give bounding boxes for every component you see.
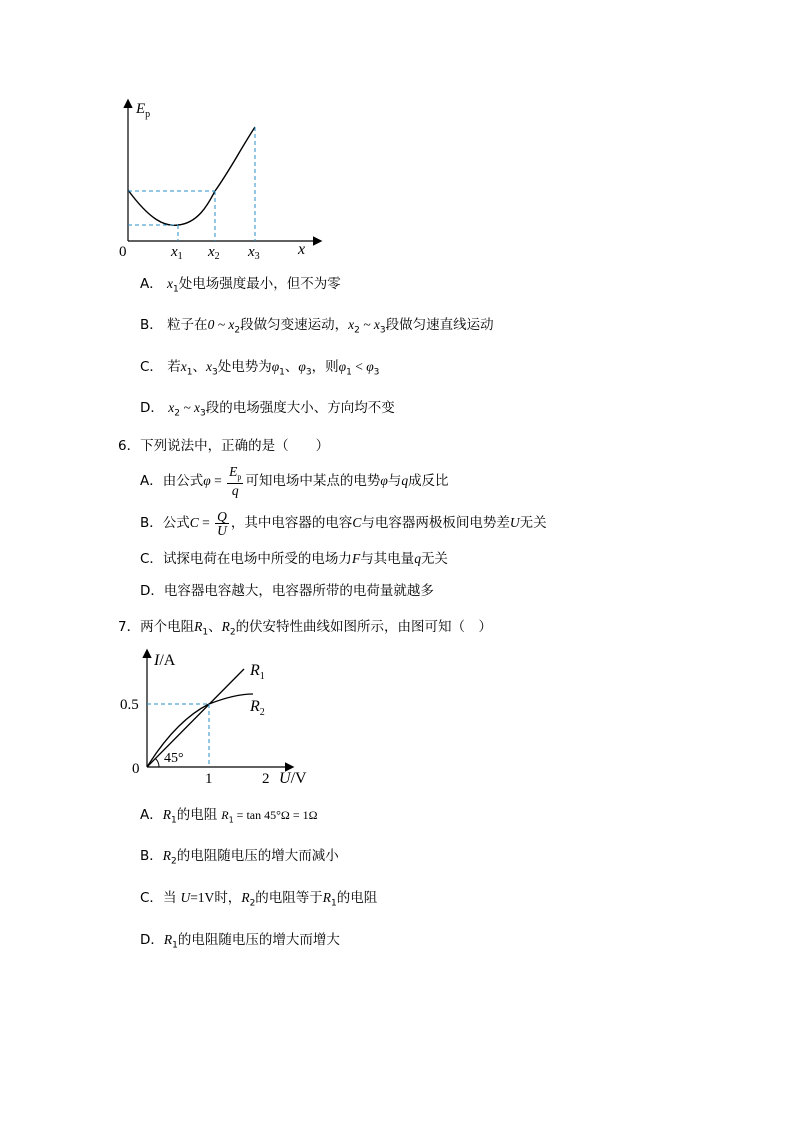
var-phi: φ (338, 359, 347, 374)
option-text: 由公式 (162, 473, 204, 489)
option-letter: B． (140, 848, 163, 864)
q5-option-b[interactable] (140, 316, 494, 340)
var-q: q (401, 473, 409, 488)
r2-label: $R_2$ (250, 698, 265, 718)
sub: 3 (211, 367, 218, 378)
var-phi: φ (380, 473, 388, 488)
tick-x2: $x_2$ (208, 244, 220, 260)
var-x: ~ x (179, 400, 200, 415)
var-x: ~ x (359, 317, 380, 332)
option-letter: A． (140, 473, 163, 489)
sub: 2 (171, 856, 177, 867)
x-axis-label: U/V (279, 770, 307, 787)
q6-option-b[interactable] (140, 505, 547, 541)
q7-option-d[interactable] (140, 931, 340, 955)
sub: p (237, 472, 242, 482)
option-text: 段做匀变速运动， (240, 317, 349, 333)
sub: 1 (202, 627, 209, 638)
option-text: 时， (214, 890, 242, 906)
y-axis-label: $E_p$ (136, 101, 151, 120)
option-text: 成反比 (408, 473, 449, 489)
option-text: 与电容器两极板间电势差 (361, 515, 510, 531)
option-text: 、 (284, 359, 299, 375)
less-than: < (351, 359, 367, 374)
angle-arc (156, 759, 160, 768)
var-phi: φ (366, 359, 374, 374)
sub: 3 (373, 367, 380, 378)
stem-text: 的伏安特性曲线如图所示，由图可知（ ） (235, 619, 493, 635)
origin-label: 0 (119, 244, 127, 260)
option-text: 处电场强度最小，但不为零 (178, 276, 341, 292)
sub: 3 (199, 408, 206, 419)
option-text: 无关 (420, 551, 448, 567)
r1-line (147, 669, 244, 767)
q7-option-b[interactable] (140, 847, 339, 871)
option-text: 的电阻随电压的增大而增大 (177, 932, 340, 948)
option-letter: D． (140, 400, 164, 416)
var-f: F (351, 551, 361, 566)
equals: = (198, 515, 214, 530)
graph-i-u (112, 645, 327, 790)
option-letter: B． (140, 317, 163, 333)
option-text: ，其中电容器的电容 (230, 515, 353, 531)
var-phi: φ (298, 359, 306, 374)
option-text: 的电阻随电压的增大而减小 (176, 848, 339, 864)
var-phi: φ (203, 473, 211, 488)
sub: 1 (331, 898, 337, 909)
x-axis-label: x (298, 241, 306, 258)
q5-option-c[interactable] (140, 358, 379, 382)
x-tick-2: 2 (262, 771, 270, 787)
option-text: 段的电场强度大小、方向均不变 (205, 400, 395, 416)
sub: 1 (171, 815, 177, 826)
tick-x3: $x_3$ (248, 244, 260, 260)
var-range: 0 ~ x (207, 317, 235, 332)
var-r: R (162, 807, 171, 822)
y-tick-05: 0.5 (120, 697, 139, 713)
q7-stem (118, 618, 492, 642)
q6-option-c[interactable] (140, 550, 448, 568)
var-x: x (167, 276, 174, 291)
tick-x1: $x_1$ (171, 244, 183, 260)
fraction-ep-q (227, 465, 243, 498)
var-r: R (221, 808, 229, 822)
formula: = tan 45°Ω = 1Ω (233, 808, 318, 822)
q6-option-a[interactable] (140, 463, 449, 499)
stem-text: 7．两个电阻 (118, 619, 195, 635)
option-text: 当 (162, 890, 177, 906)
option-letter: C． (140, 551, 163, 567)
option-text: 若 (167, 359, 181, 375)
option-text: 与其电量 (360, 551, 415, 567)
origin-label: 0 (132, 761, 140, 777)
option-text: 处电势为 (217, 359, 272, 375)
r2-curve (147, 694, 253, 767)
var-x: x (348, 317, 355, 332)
var-r: R (241, 890, 250, 905)
sub: 1 (173, 284, 179, 295)
equals: = (210, 473, 226, 488)
option-letter: D． (140, 583, 164, 599)
sub: 3 (305, 367, 312, 378)
option-text: 电容器电容越大，电容器所带的电荷量就越多 (163, 583, 434, 599)
option-text: 的电阻等于 (255, 890, 323, 906)
sub: 1 (172, 940, 178, 951)
sub: 2 (249, 898, 256, 909)
sub: 3 (379, 325, 386, 336)
option-letter: C． (140, 359, 163, 375)
sub: 1 (279, 367, 285, 378)
var-c: C (352, 515, 362, 530)
option-letter: A． (140, 276, 163, 292)
var-r: R (221, 619, 230, 634)
option-letter: B． (140, 515, 163, 531)
option-text: 公式 (162, 515, 190, 531)
q6-option-d[interactable] (140, 582, 434, 600)
option-text: 的电阻 (336, 890, 378, 906)
var-phi: φ (271, 359, 280, 374)
var-x: x (205, 359, 212, 374)
sub: 1 (228, 815, 234, 825)
angle-label: 45° (164, 751, 184, 766)
x-tick-1: 1 (205, 771, 213, 787)
numerator (227, 465, 243, 485)
var-q: q (414, 551, 421, 566)
q5-option-a[interactable] (140, 275, 341, 299)
var-x: x (180, 359, 187, 374)
q5-option-d[interactable] (140, 399, 395, 423)
sub: 2 (229, 627, 236, 638)
denominator: q (231, 483, 239, 499)
var-r: R (322, 890, 332, 905)
var-u: U (180, 890, 191, 905)
sub: 2 (354, 325, 360, 336)
var-r: R (194, 619, 203, 634)
option-text: ，则 (311, 359, 339, 375)
option-letter: C． (140, 890, 163, 906)
value: =1V (190, 890, 215, 905)
var-r: R (162, 848, 172, 863)
var-r: R (163, 932, 173, 947)
var-e: E (229, 463, 238, 479)
option-letter: A． (140, 807, 163, 823)
sub: 1 (346, 367, 352, 378)
sub: 1 (186, 367, 193, 378)
option-text: 可知电场中某点的电势 (245, 473, 381, 489)
option-text: 试探电荷在电场中所受的电场力 (162, 551, 352, 567)
denominator: U (217, 522, 227, 538)
option-text: 的电阻 (176, 807, 218, 823)
q7-option-a[interactable] (140, 806, 318, 830)
sub: 2 (234, 325, 241, 336)
var-u: U (509, 515, 520, 530)
option-text: 段做匀速直线运动 (385, 317, 494, 333)
r1-label: $R_1$ (250, 662, 265, 682)
option-text: 无关 (519, 515, 547, 531)
var-x: x (168, 400, 175, 415)
option-text: 粒子在 (167, 317, 208, 333)
numerator: Q (217, 508, 227, 524)
q6-stem: 6．下列说法中，正确的是（ ） (118, 438, 330, 454)
var-c: C (189, 515, 199, 530)
option-text: 与 (387, 473, 402, 489)
option-text: 、 (192, 359, 206, 375)
ep-curve (128, 127, 255, 225)
q7-option-c[interactable] (140, 889, 377, 913)
graph-ep-x (110, 95, 340, 260)
y-axis-label: I/A (154, 652, 176, 669)
option-letter: D． (140, 932, 164, 948)
sub: 2 (174, 408, 180, 419)
separator: 、 (208, 619, 222, 635)
fraction-q-u (215, 510, 229, 537)
